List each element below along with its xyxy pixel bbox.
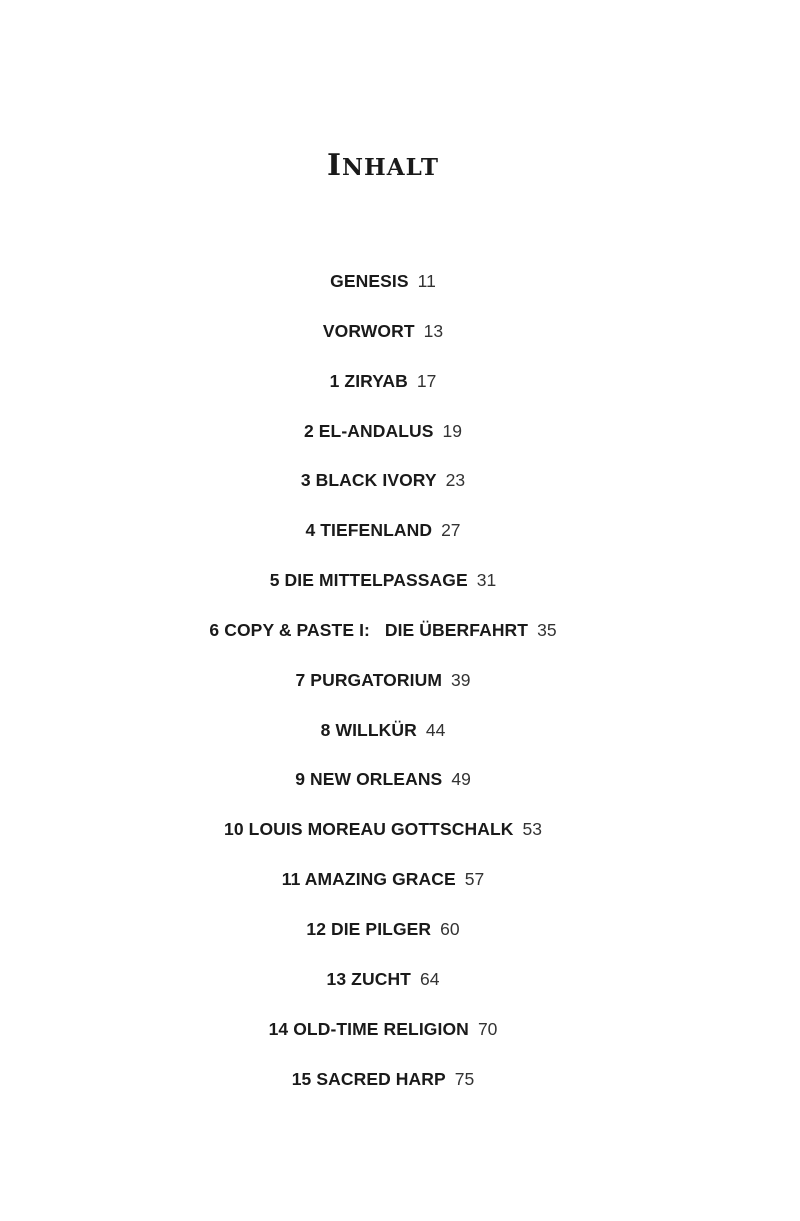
table-of-contents [0,268,766,1115]
toc-entry-title: 11 AMAZING GRACE [281,869,456,890]
toc-entry[interactable] [0,866,766,916]
toc-entry[interactable] [0,916,766,966]
toc-entry[interactable] [0,617,766,667]
toc-entry-title: 6 COPY & PASTE I: DIE ÜBERFAHRT [209,619,529,640]
toc-entry-title: 8 WILLKÜR [320,719,417,740]
toc-entry-title: 13 ZUCHT [326,968,411,989]
toc-entry-page: 35 [537,619,557,640]
toc-entry[interactable] [0,966,766,1016]
toc-entry-title: 5 DIE MITTELPASSAGE [269,570,468,591]
toc-entry-page: 57 [464,869,485,890]
toc-entry-title: GENESIS [330,271,409,291]
toc-entry-page: 49 [451,769,471,790]
toc-entry[interactable] [0,318,766,368]
toc-entry[interactable] [0,467,766,517]
toc-entry[interactable] [0,667,766,717]
toc-entry-title: 7 PURGATORIUM [295,669,443,690]
toc-entry-page: 53 [522,819,542,840]
toc-entry-page: 27 [441,520,461,541]
toc-entry[interactable] [0,816,766,866]
toc-entry-page: 44 [425,719,446,740]
toc-entry[interactable] [0,517,766,567]
toc-entry[interactable] [0,1016,766,1066]
toc-entry-page: 31 [476,570,497,591]
toc-entry-page: 17 [416,370,437,391]
toc-entry-page: 23 [445,470,466,491]
toc-entry-page: 11 [417,271,436,291]
toc-entry[interactable] [0,268,766,318]
toc-entry-page: 19 [442,420,462,441]
page-title [0,146,766,188]
toc-entry-title: 12 DIE PILGER [306,918,432,939]
toc-entry-title: 2 EL-ANDALUS [303,420,434,441]
toc-entry-title: 3 BLACK IVORY [300,470,437,491]
toc-entry-title: 15 SACRED HARP [291,1068,446,1089]
toc-entry-title: 14 OLD-TIME RELIGION [268,1018,469,1039]
toc-entry-page: 75 [454,1068,475,1089]
toc-entry[interactable] [0,1066,766,1116]
toc-entry-page: 64 [419,968,440,989]
toc-entry[interactable] [0,567,766,617]
toc-entry-title: 10 LOUIS MOREAU GOTTSCHALK [224,819,514,840]
toc-entry[interactable] [0,368,766,418]
toc-entry[interactable] [0,418,766,468]
toc-entry-page: 70 [477,1018,498,1039]
toc-entry-page: 13 [423,320,444,341]
page-title-rest: NHALT [342,154,440,181]
toc-entry[interactable] [0,766,766,816]
toc-entry-title: 1 ZIRYAB [329,370,408,391]
toc-entry-title: 9 NEW ORLEANS [295,769,443,790]
toc-entry-title: VORWORT [322,320,415,341]
page-title-initial: I [326,148,343,183]
toc-entry-title: 4 TIEFENLAND [305,520,433,541]
toc-entry[interactable] [0,717,766,767]
toc-entry-page: 60 [440,918,460,939]
toc-entry-page: 39 [451,669,471,690]
